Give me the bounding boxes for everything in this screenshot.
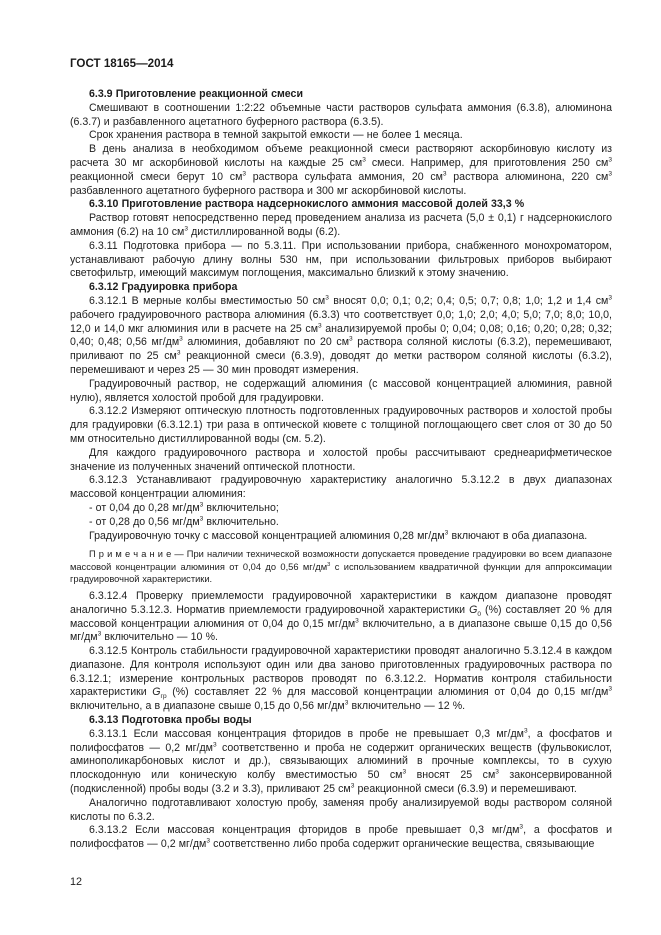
paragraph: В день анализа в необходимом объеме реакционной смеси растворяют аскорбиновую кислоту из расчета 30 мг аскорбиновой кислоты на каждые 25 $см^3$ смеси. Например, для приготовления 250 $см^3$ реакционной смеси берут 10 $см^3$ раствора сульфата аммония, 20 $см^3$ раствора алюминона, 220 $см^3$ разбавленного ацетатного буферного раствора и 300 мг аскорбиновой кислоты. (70, 143, 612, 197)
paragraph: Градуировочный раствор, не содержащий алюминия (с массовой концентрацией алюминия, равной нулю), является холостой пробой для градуировки. (70, 377, 612, 404)
paragraph: 6.3.12.2 Измеряют оптическую плотность подготовленных градуировочных растворов и холостой пробы для градуировки (6.3.12.1) три раза в оптической кювете с толщиной поглощающего свет слоя от 30 до 50 мм относительно дистиллированной воды (см. 5.2). (70, 405, 612, 445)
document-body (70, 88, 612, 852)
paragraph: 6.3.13.2 Если массовая концентрация фторидов в пробе превышает 0,3 $мг/дм^3$, а фосфатов и полифосфатов — 0,2 $мг/дм^3$ соответственно либо проба содержит органические вещества, связывающие (70, 823, 612, 851)
paragraph: 6.3.13.1 Если массовая концентрация фторидов в пробе не превышает 0,3 $мг/дм^3$, а фосфатов и полифосфатов — 0,2 $мг/дм^3$ соответственно и проба не содержит органических веществ (фульвокислот, аминополикарбоновых кислот и др.), связывающих алюминий в прочные комплексы, то в сухую плоскодонную или коническую колбу вместимостью 50 $см^3$ вносят 25 $см^3$ законсервированной (подкисленной) пробы воды (3.2 и 3.3), приливают 25 $см^3$ реакционной смеси (6.3.9) и перемешивают. (70, 727, 612, 796)
paragraph: Срок хранения раствора в темной закрытой емкости — не более 1 месяца. (89, 129, 463, 142)
section-heading: 6.3.9 Приготовление реакционной смеси (89, 88, 303, 100)
paragraph: Смешивают в соотношении 1:2:22 объемные части растворов сульфата аммония (6.3.8), алюминона (6.3.7) и разбавленного ацетатного буферного раствора (6.3.5). (70, 101, 612, 128)
paragraph: - от 0,04 до 0,28 $мг/дм^3$ включительно; (89, 501, 279, 514)
paragraph: П р и м е ч а н и е — При наличии технической возможности допускается проведение градуировки во всем диапазоне массовой концентрации алюминия от 0,04 до 0,56 $мг/дм^3$ с использованием квадратичной функции для аппроксимации градуировочной характеристики. (70, 549, 612, 584)
paragraph: Раствор готовят непосредственно перед проведением анализа из расчета (5,0 ± 0,1) г надсернокислого аммония (6.2) на 10 $см^3$ дистиллированной воды (6.2). (70, 212, 612, 238)
paragraph: 6.3.12.1 В мерные колбы вместимостью 50 $см^3$ вносят 0,0; 0,1; 0,2; 0,4; 0,5; 0,7; 0,8; 1,0; 1,2 и 1,4 $см^3$ рабочего градуировочного раствора алюминия (6.3.3) что соответствует 0,0; 1,0; 2,0; 4,0; 5,0; 7,0; 8,0; 10,0, 12,0 и 14,0 мкг алюминия или в расчете на 25 $см^3$ анализируемой пробы 0; 0,04; 0,08; 0,16; 0,20; 0,28; 0,32; 0,40; 0,48; 0,56 $мг/дм^3$ алюминия, добавляют по 20 $см^3$ раствора соляной кислоты (6.3.2), перемешивают, приливают по 25 $см^3$ реакционной смеси (6.3.9), доводят до метки раствором соляной кислоты (6.3.2), перемешивают и через 25 — 30 мин проводят измерения. (70, 294, 613, 376)
paragraph: 6.3.11 Подготовка прибора — по 5.3.11. При использовании прибора, снабженного монохроматором, устанавливают рабочую длину волны 530 нм, при использовании фильтровых приборов выбирают светофильтр, имеющий максимум поглощения, максимально близкий к этому значению. (70, 239, 612, 280)
paragraph: Для каждого градуировочного раствора и холостой пробы рассчитывают среднеарифметическое значение из полученных значений оптической плотности. (70, 446, 612, 473)
paragraph: 6.3.12.4 Проверку приемлемости градуировочной характеристики в каждом диапазоне проводят аналогично 5.3.12.3. Норматив приемлемости градуировочной характеристики $G_0$ (%) составляет 20 % для массовой концентрации алюминия от 0,04 до 0,15 $мг/дм^3$ включительно, а в диапазоне свыше 0,15 до 0,56 $мг/дм^3$ включительно — 10 %. (70, 589, 612, 644)
paragraph: 6.3.12.3 Устанавливают градуировочную характеристику аналогично 5.3.12.2 в двух диапазонах массовой концентрации алюминия: (70, 474, 612, 501)
paragraph: 6.3.12.5 Контроль стабильности градуировочной характеристики проводят аналогично 5.3.12.4 в каждом диапазоне. Для контроля используют один или два заново приготовленных градуировочных раствора по 6.3.12.1; измерение контрольных растворов проводят по 6.3.12.2. Норматив контроля стабильности характеристики $G_{гр}$ (%) составляет 22 % для массовой концентрации алюминия от 0,04 до 0,15 $мг/дм^3$ включительно, а в диапазоне свыше 0,15 до 0,56 $мг/дм^3$ включительно — 12 %. (70, 645, 612, 713)
section-heading: 6.3.12 Градуировка прибора (89, 281, 238, 294)
section-heading: 6.3.13 Подготовка пробы воды (89, 714, 252, 727)
paragraph: - от 0,28 до 0,56 $мг/дм^3$ включительно. (89, 515, 279, 528)
document-title: ГОСТ 18165—2014 (70, 57, 174, 70)
paragraph: Аналогично подготавливают холостую пробу, заменяя пробу анализируемой воды раствором соляной кислоты по 6.3.2. (70, 796, 612, 823)
paragraph: Градуировочную точку с массовой концентрацией алюминия 0,28 $мг/дм^3$ включают в оба диапазона. (89, 528, 588, 542)
section-heading: 6.3.10 Приготовление раствора надсернокислого аммония массовой долей 33,3 % (89, 198, 525, 211)
page-number: 12 (70, 876, 83, 888)
